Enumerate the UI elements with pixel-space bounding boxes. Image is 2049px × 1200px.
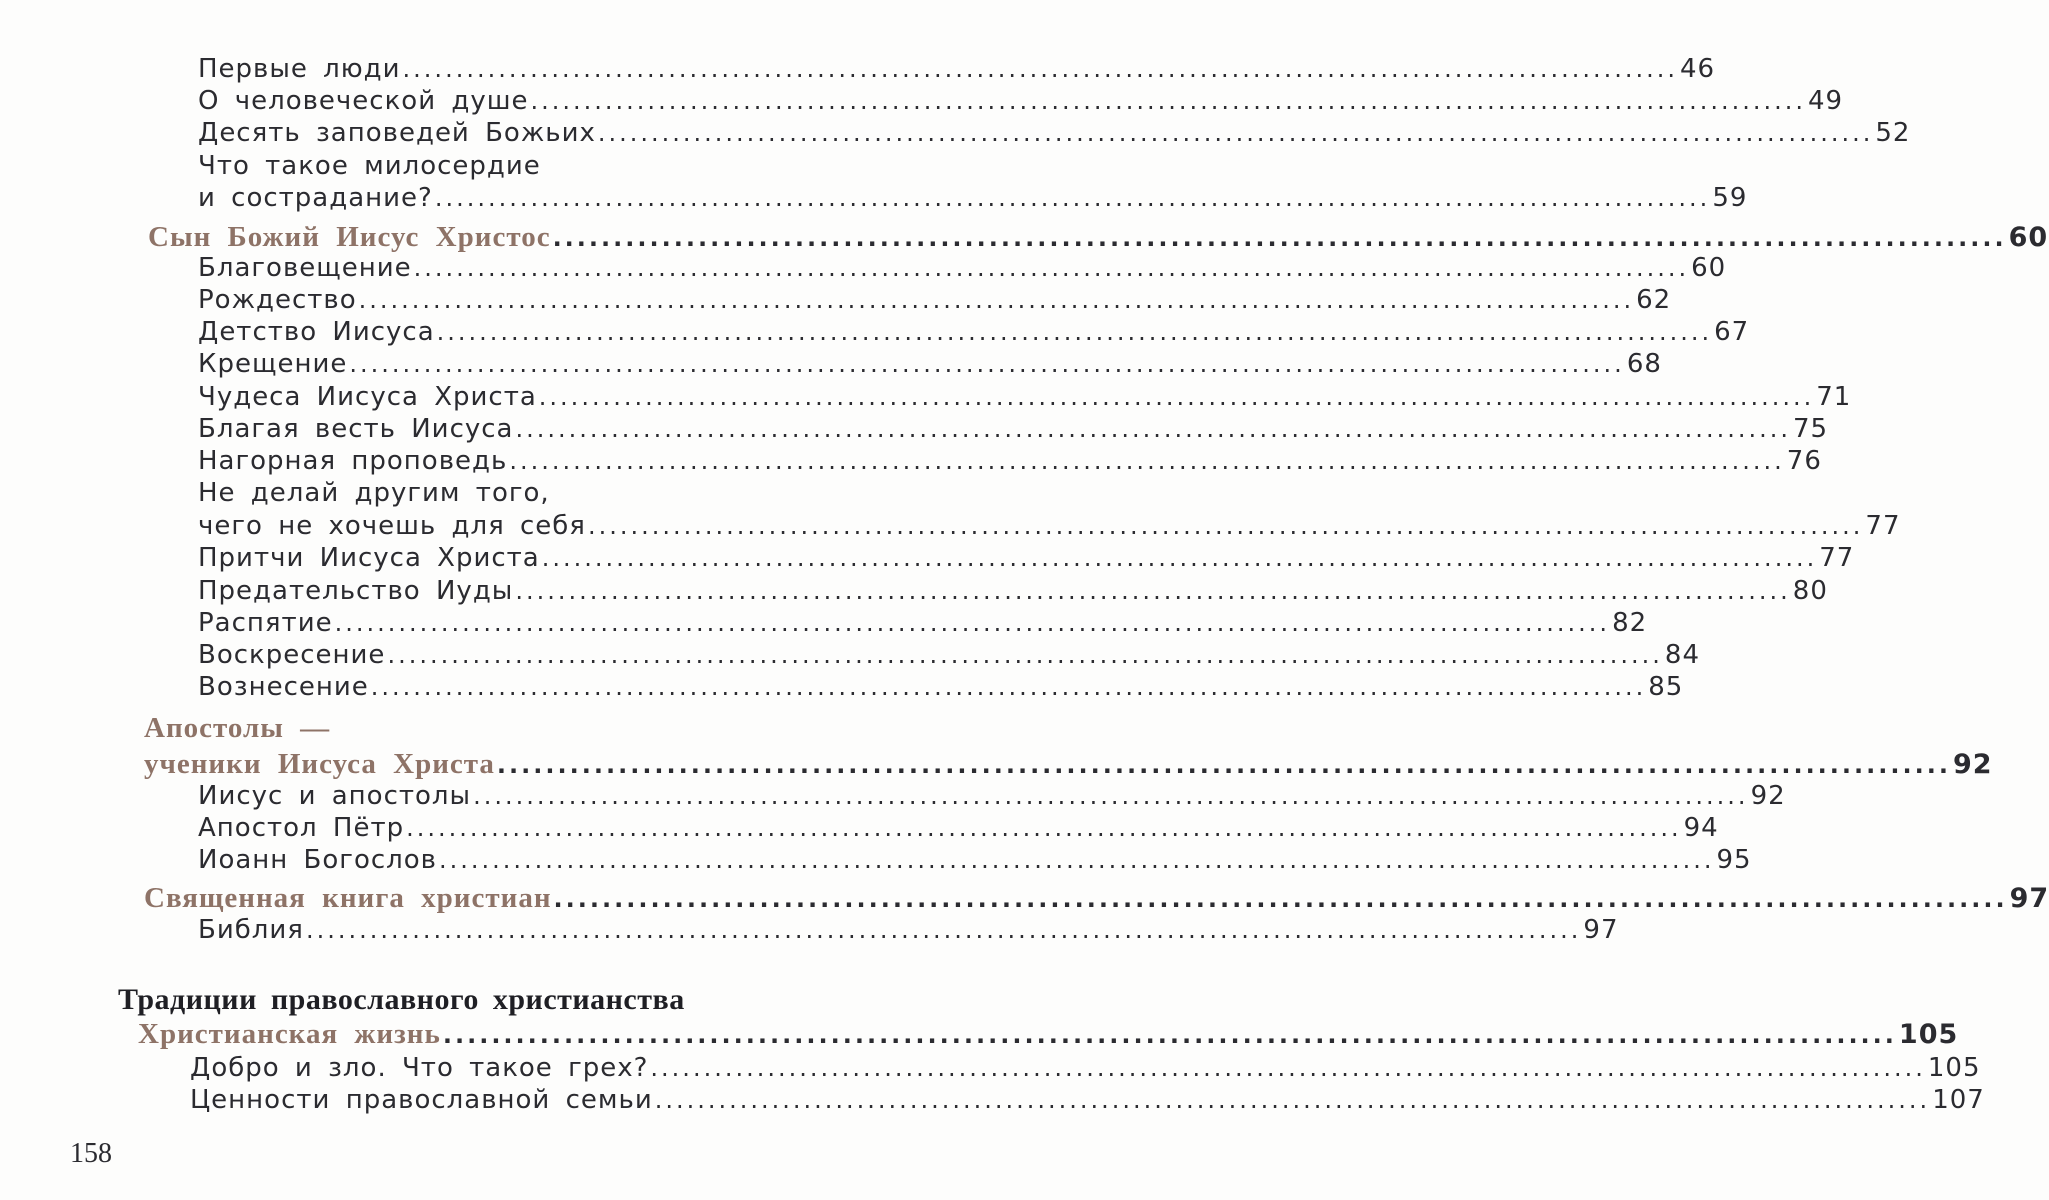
toc-entry-title: Что такое милосердие [198, 151, 541, 181]
toc-section [148, 221, 2049, 255]
dot-leader: ........................................................................................................................ [413, 254, 1690, 282]
toc-entry [198, 54, 1716, 88]
toc-entry-page: 52 [1875, 118, 1911, 148]
toc-entry-title: Благая весть Иисуса [198, 414, 514, 444]
toc-entry [198, 845, 1752, 879]
dot-leader: ........................................................................................................................ [439, 846, 1715, 874]
toc-entry-first-line [198, 151, 818, 185]
toc-entry-title: О человеческой душе [198, 86, 529, 116]
toc-entry [198, 86, 1844, 120]
dot-leader: ........................................................................................................................ [552, 224, 2007, 252]
toc-entry [190, 1053, 1981, 1087]
toc-entry-page: 105 [1927, 1053, 1981, 1083]
toc-entry-title: Иисус и апостолы [198, 781, 472, 811]
dot-leader: ........................................................................................................................ [530, 87, 1806, 115]
dot-leader: ........................................................................................................................ [349, 350, 1625, 378]
toc-entry-page: 77 [1865, 511, 1901, 541]
toc-entry [198, 414, 1829, 448]
toc-section [138, 1018, 1959, 1052]
toc-entry [198, 118, 1911, 152]
toc-entry-title: Благовещение [198, 253, 412, 283]
toc-entry-title: Воскресение [198, 640, 386, 670]
toc-entry [190, 1085, 1985, 1119]
toc-entry-title: Ценности православной семьи [190, 1085, 653, 1115]
toc-entry-title: Детство Иисуса [198, 317, 435, 347]
toc-entry-title: Десять заповедей Божьих [198, 118, 596, 148]
toc-entry-title: Предательство Иуды [198, 576, 514, 606]
toc-entry-page: 59 [1712, 183, 1748, 213]
toc-entry-title: Первые люди [198, 54, 401, 84]
dot-leader: ........................................................................................................................ [358, 286, 1635, 314]
toc-section-page: 97 [2009, 883, 2049, 914]
toc-entry [198, 672, 1684, 706]
toc-entry-page: 92 [1750, 781, 1786, 811]
toc-entry [198, 382, 1852, 416]
toc-entry-title: чего не хочешь для себя [198, 511, 586, 541]
toc-part-title-text: Традиции православного христианства [118, 983, 685, 1016]
toc-entry-title: Апостол Пётр [198, 813, 405, 843]
toc-entry-page: 77 [1819, 543, 1855, 573]
toc-entry [198, 349, 1662, 383]
toc-entry-page: 60 [1691, 253, 1727, 283]
dot-leader: ........................................................................................................................ [402, 55, 1679, 83]
dot-leader: ........................................................................................................................ [541, 544, 1818, 572]
toc-entry-page: 75 [1792, 414, 1829, 444]
page-number: 158 [70, 1138, 112, 1169]
dot-leader: ........................................................................................................................ [496, 751, 1951, 779]
toc-entry-page: 67 [1714, 317, 1750, 347]
toc-entry-page: 82 [1612, 608, 1648, 638]
toc-entry-title: Добро и зло. Что такое грех? [190, 1053, 649, 1083]
toc-entry [198, 183, 1748, 217]
toc-entry [198, 543, 1855, 577]
toc-entry [198, 446, 1822, 480]
toc-entry-page: 62 [1636, 285, 1672, 315]
toc-section-title: Сын Божий Иисус Христос [148, 221, 551, 253]
toc-entry [198, 915, 1619, 949]
dot-leader: ........................................................................................................................ [553, 885, 2008, 913]
toc-section [144, 882, 2049, 916]
toc-entry-page: 95 [1716, 845, 1752, 875]
toc-entry [198, 317, 1750, 351]
toc-section-title: ученики Иисуса Христа [144, 748, 495, 780]
toc-entry-page: 68 [1626, 349, 1662, 379]
toc-entry-page: 46 [1680, 54, 1716, 84]
toc-entry [198, 813, 1719, 847]
dot-leader: ........................................................................................................................ [654, 1086, 1931, 1114]
dot-leader: ........................................................................................................................ [597, 119, 1874, 147]
toc-entry-title: Притчи Иисуса Христа [198, 543, 540, 573]
toc-entry-page: 49 [1807, 86, 1844, 116]
toc-entry [198, 511, 1901, 545]
toc-entry-page: 107 [1932, 1085, 1985, 1115]
toc-entry-page: 97 [1583, 915, 1619, 945]
toc-entry-first-line [198, 478, 818, 512]
toc-entry [198, 608, 1648, 642]
toc-entry-page: 84 [1664, 640, 1700, 670]
toc-section-page: 60 [2008, 222, 2049, 253]
toc-entry-title: Крещение [198, 349, 348, 379]
toc-entry [198, 285, 1672, 319]
dot-leader: ........................................................................................................................ [538, 383, 1815, 411]
dot-leader: ........................................................................................................................ [515, 415, 1791, 443]
toc-section-title: Христианская жизнь [138, 1018, 441, 1050]
toc-entry-title: Вознесение [198, 672, 369, 702]
toc-entry [198, 781, 1786, 815]
toc-entry [198, 253, 1727, 287]
dot-leader: ........................................................................................................................ [370, 673, 1647, 701]
toc-section-first-line [144, 712, 818, 746]
toc-entry-title: Не делай другим того, [198, 478, 550, 508]
toc-entry [198, 640, 1700, 674]
dot-leader: ........................................................................................................................ [434, 184, 1711, 212]
dot-leader: ........................................................................................................................ [406, 814, 1682, 842]
dot-leader: ........................................................................................................................ [515, 577, 1791, 605]
toc-section-page: 92 [1952, 749, 1993, 780]
toc-entry-title: Нагорная проповедь [198, 446, 508, 476]
toc-entry-title: Иоанн Богослов [198, 845, 438, 875]
toc-entry-page: 71 [1816, 382, 1852, 412]
dot-leader: ........................................................................................................................ [305, 916, 1582, 944]
toc-entry-page: 80 [1792, 576, 1828, 606]
dot-leader: ........................................................................................................................ [587, 512, 1864, 540]
dot-leader: ........................................................................................................................ [509, 447, 1785, 475]
dot-leader: ........................................................................................................................ [473, 782, 1749, 810]
toc-part-title [118, 983, 818, 1017]
toc-entry-title: Чудеса Иисуса Христа [198, 382, 537, 412]
toc-section-title: Священная книга христиан [144, 882, 552, 914]
toc-entry-title: Библия [198, 915, 304, 945]
toc-entry-title: и сострадание? [198, 183, 433, 213]
dot-leader: ........................................................................................................................ [387, 641, 1663, 669]
dot-leader: ........................................................................................................................ [334, 609, 1611, 637]
toc-section-page: 105 [1898, 1019, 1959, 1050]
toc-entry-page: 76 [1786, 446, 1822, 476]
dot-leader: ........................................................................................................................ [436, 318, 1713, 346]
toc-section-title: Апостолы — [144, 712, 331, 744]
toc-section [144, 748, 1993, 782]
toc-entry-page: 94 [1683, 813, 1719, 843]
toc-entry [198, 576, 1828, 610]
dot-leader: ........................................................................................................................ [442, 1021, 1897, 1049]
toc-entry-title: Рождество [198, 285, 357, 315]
toc-entry-title: Распятие [198, 608, 333, 638]
dot-leader: ........................................................................................................................ [650, 1054, 1926, 1082]
toc-entry-page: 85 [1648, 672, 1684, 702]
